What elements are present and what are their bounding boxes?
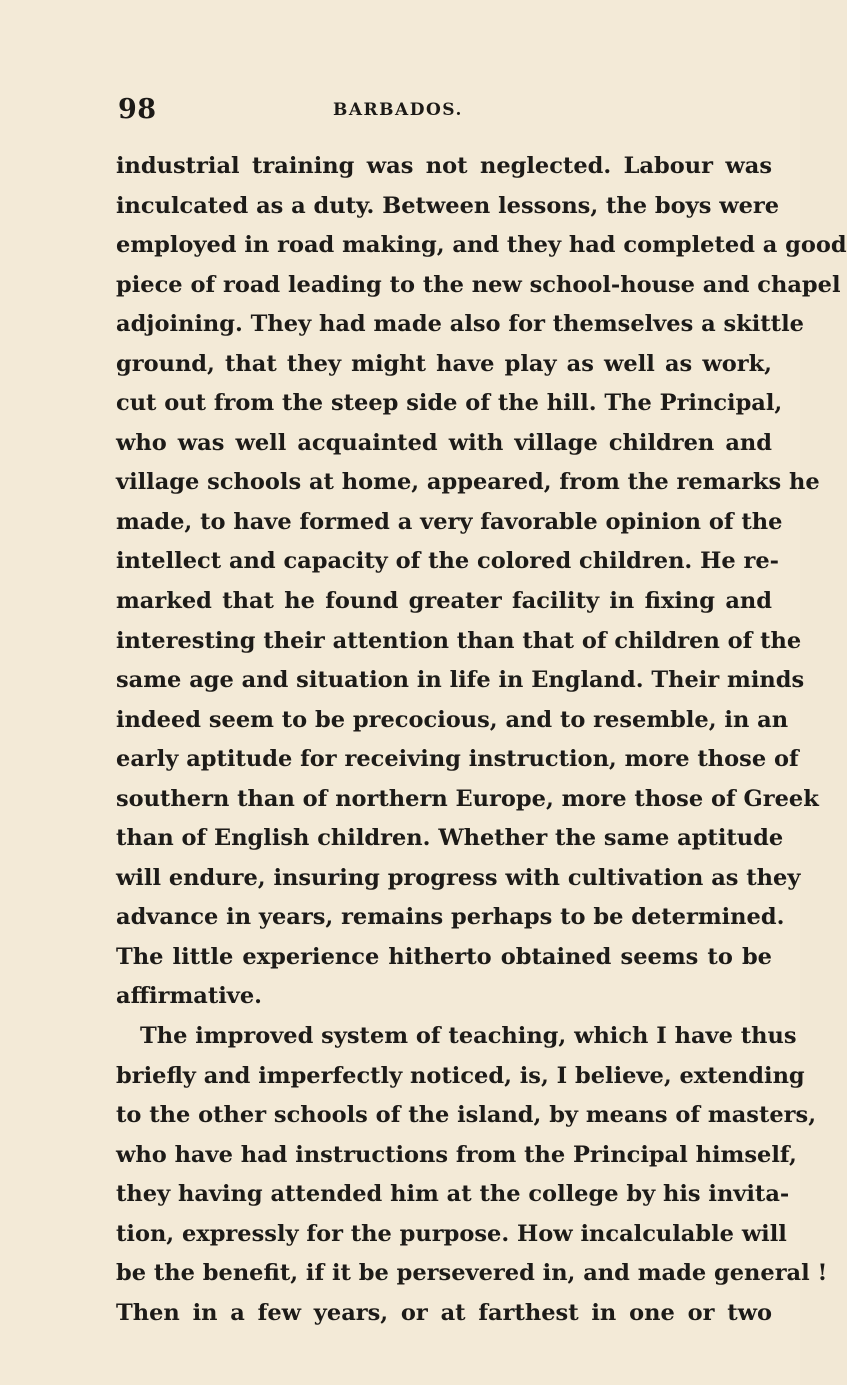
text-line: affirmative.: [116, 983, 262, 1010]
text-line: who was well acquainted with village children and: [116, 429, 772, 456]
text-line: Then in a few years, or at farthest in one or two: [116, 1299, 772, 1326]
text-line: made, to have formed a very favorable opinion of the: [116, 508, 783, 535]
text-line: they having attended him at the college by his invita-: [116, 1181, 790, 1208]
text-line: indeed seem to be precocious, and to resemble, in an: [116, 706, 789, 733]
page-number: 98: [118, 94, 157, 125]
text-line: to the other schools of the island, by means of masters,: [116, 1102, 817, 1129]
text-line: interesting their attention than that of children of the: [116, 627, 802, 654]
text-line: village schools at home, appeared, from the remarks he: [116, 469, 820, 496]
text-line: The little experience hitherto obtained seems to be: [116, 943, 772, 970]
page-header: [118, 94, 768, 130]
text-line: advance in years, remains perhaps to be determined.: [116, 904, 785, 931]
text-line: who have had instructions from the Principal himself,: [116, 1141, 797, 1168]
text-line: ground, that they might have play as well as work,: [116, 350, 772, 377]
text-line: early aptitude for receiving instruction, more those of: [116, 746, 799, 773]
text-line: southern than of northern Europe, more those of Greek: [116, 785, 819, 812]
text-line: inculcated as a duty. Between lessons, the boys were: [116, 192, 780, 219]
text-line: same age and situation in life in England. Their minds: [116, 667, 805, 694]
text-line: adjoining. They had made also for themselves a skittle: [116, 311, 804, 338]
text-line: briefly and imperfectly noticed, is, I believe, extending: [116, 1062, 805, 1089]
body-text: [116, 147, 847, 1333]
text-line: cut out from the steep side of the hill. The Principal,: [116, 390, 783, 417]
text-line: employed in road making, and they had completed a good: [116, 232, 847, 259]
running-head: BARBADOS.: [333, 100, 463, 120]
text-line: intellect and capacity of the colored children. He re-: [116, 548, 780, 575]
text-line: than of English children. Whether the same aptitude: [116, 825, 784, 852]
text-line: industrial training was not neglected. Labour was: [116, 153, 772, 179]
text-line: The improved system of teaching, which I have thus: [140, 1023, 797, 1050]
text-line: piece of road leading to the new school-house and chapel: [116, 271, 841, 298]
text-line: tion, expressly for the purpose. How incalculable will: [116, 1220, 787, 1247]
text-line: marked that he found greater facility in fixing and: [116, 588, 772, 615]
text-line: will endure, insuring progress with cultivation as they: [116, 864, 801, 891]
text-line: be the benefit, if it be persevered in, and made general !: [116, 1260, 828, 1287]
